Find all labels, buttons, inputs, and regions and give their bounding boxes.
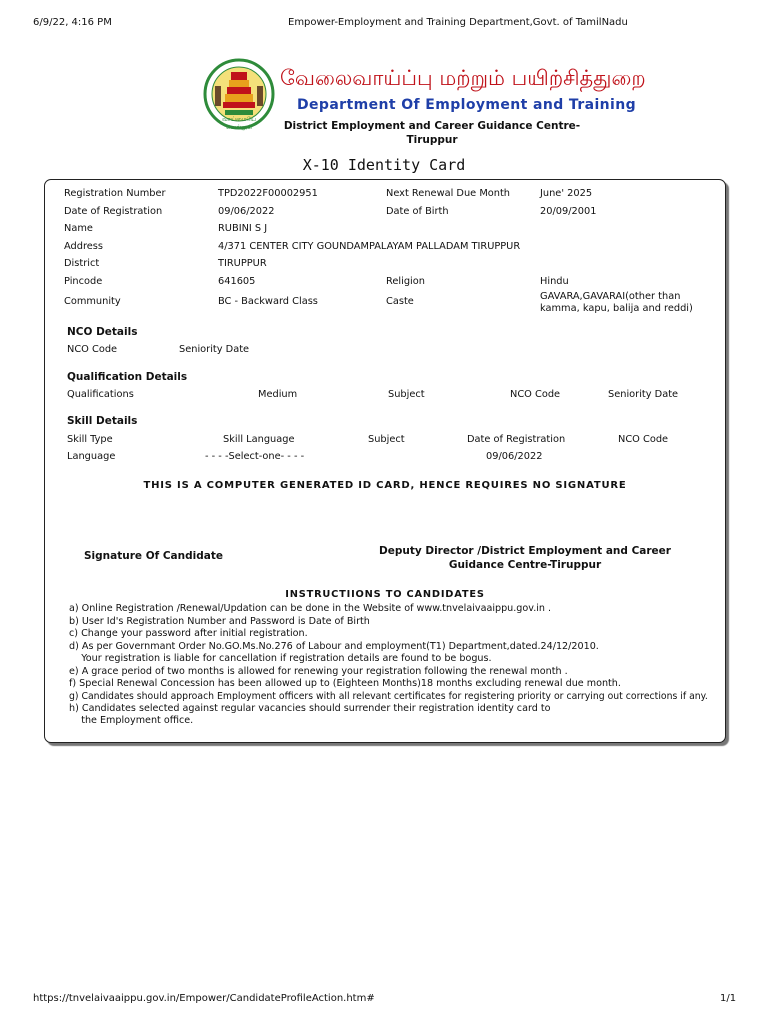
skill-row-date: 09/06/2022 [486,451,543,462]
instructions-heading: INSTRUCTIIONS TO CANDIDATES [285,589,485,600]
qualification-col-seniority: Seniority Date [608,389,679,400]
officer-title-line-2: Guidance Centre-Tiruppur [448,559,602,571]
qualification-col-qualifications: Qualifications [67,389,134,400]
label-community: Community [64,296,121,307]
centre-name [272,119,592,147]
date-of-birth: 20/09/2001 [540,206,597,217]
skill-col-type: Skill Type [67,434,113,445]
label-registration-number: Registration Number [64,188,166,199]
label-caste: Caste [386,296,414,307]
computer-generated-notice: THIS IS A COMPUTER GENERATED ID CARD, HENCE REQUIRES NO SIGNATURE [143,480,627,491]
qualification-col-subject: Subject [388,389,425,400]
address: 4/371 CENTER CITY GOUNDAMPALAYAM PALLADAM TIRUPPUR [218,241,521,252]
nco-details-heading: NCO Details [67,326,138,338]
centre-line-1: District Employment and Career Guidance Centre- [283,120,581,132]
qualification-col-nco-code: NCO Code [510,389,561,400]
tamil-department-title: வேலைவாய்ப்பு மற்றும் பயிற்சித்துறை [280,66,646,90]
candidate-name: RUBINI S J [218,223,268,234]
candidate-signature-label: Signature Of Candidate [84,550,223,562]
skill-row-language: - - - -Select-one- - - - [205,451,305,462]
label-address: Address [64,241,104,252]
label-district: District [64,258,100,269]
instruction-d-continued: Your registration is liable for cancellation if registration details are found to be bogus. [69,653,492,664]
instruction-f: f) Special Renewal Concession has been allowed up to (Eighteen Months)18 months excluding renewal due month. [69,678,621,689]
instruction-a: a) Online Registration /Renewal/Updation can be done in the Website of www.tnvelaivaaippu.gov.in . [69,603,552,614]
registration-date: 09/06/2022 [218,206,275,217]
renewal-month: June' 2025 [540,188,593,199]
print-datetime: 6/9/22, 4:16 PM [33,17,112,28]
community: BC - Backward Class [218,296,318,307]
instruction-g: g) Candidates should approach Employment officers with all relevant certificates for registering priority or carrying out corrections if any. [69,691,708,702]
qualification-col-medium: Medium [258,389,298,400]
instruction-h: h) Candidates selected against regular vacancies should surrender their registration identity card to [69,703,551,714]
officer-signature-block [375,544,675,572]
label-renewal-month: Next Renewal Due Month [386,188,511,199]
nco-seniority-header: Seniority Date [179,344,250,355]
instruction-c: c) Change your password after initial registration. [69,628,308,639]
print-url: https://tnvelaivaaippu.gov.in/Empower/CandidateProfileAction.htm# [33,993,375,1004]
department-title: Department Of Employment and Training [297,97,637,113]
label-registration-date: Date of Registration [64,206,163,217]
skill-col-subject: Subject [368,434,405,445]
instruction-e: e) A grace period of two months is allowed for renewing your registration following the renewal month . [69,666,568,677]
print-page-count: 1/1 [720,993,737,1004]
instruction-b: b) User Id's Registration Number and Password is Date of Birth [69,616,370,627]
pincode: 641605 [218,276,256,287]
nco-code-header: NCO Code [67,344,118,355]
qualification-heading: Qualification Details [67,371,188,383]
label-religion: Religion [386,276,425,287]
skill-heading: Skill Details [67,415,138,427]
card-title: X-10 Identity Card [302,156,466,174]
skill-row-type: Language [67,451,116,462]
skill-col-nco-code: NCO Code [618,434,669,445]
registration-number: TPD2022F00002951 [218,188,318,199]
officer-title-line-1: Deputy Director /District Employment and Career [379,545,671,557]
district: TIRUPPUR [218,258,267,269]
label-pincode: Pincode [64,276,103,287]
caste-line-2: kamma, kapu, balija and reddi) [540,303,693,314]
skill-col-date: Date of Registration [467,434,566,445]
religion: Hindu [540,276,569,287]
label-date-of-birth: Date of Birth [386,206,449,217]
print-page-title: Empower-Employment and Training Department,Govt. of TamilNadu [288,17,628,28]
instruction-d: d) As per Governmant Order No.GO.Ms.No.276 of Labour and employment(T1) Department,dated.24/12/2010. [69,641,599,652]
caste-line-1: GAVARA,GAVARAI(other than [540,291,681,302]
centre-line-2: Tiruppur [406,134,458,146]
instruction-h-continued: the Employment office. [69,715,194,726]
identity-card [44,179,726,743]
emblem-motto: வாய்மையே வெல்லும் [222,116,256,131]
skill-col-language: Skill Language [223,434,295,445]
label-name: Name [64,223,93,234]
